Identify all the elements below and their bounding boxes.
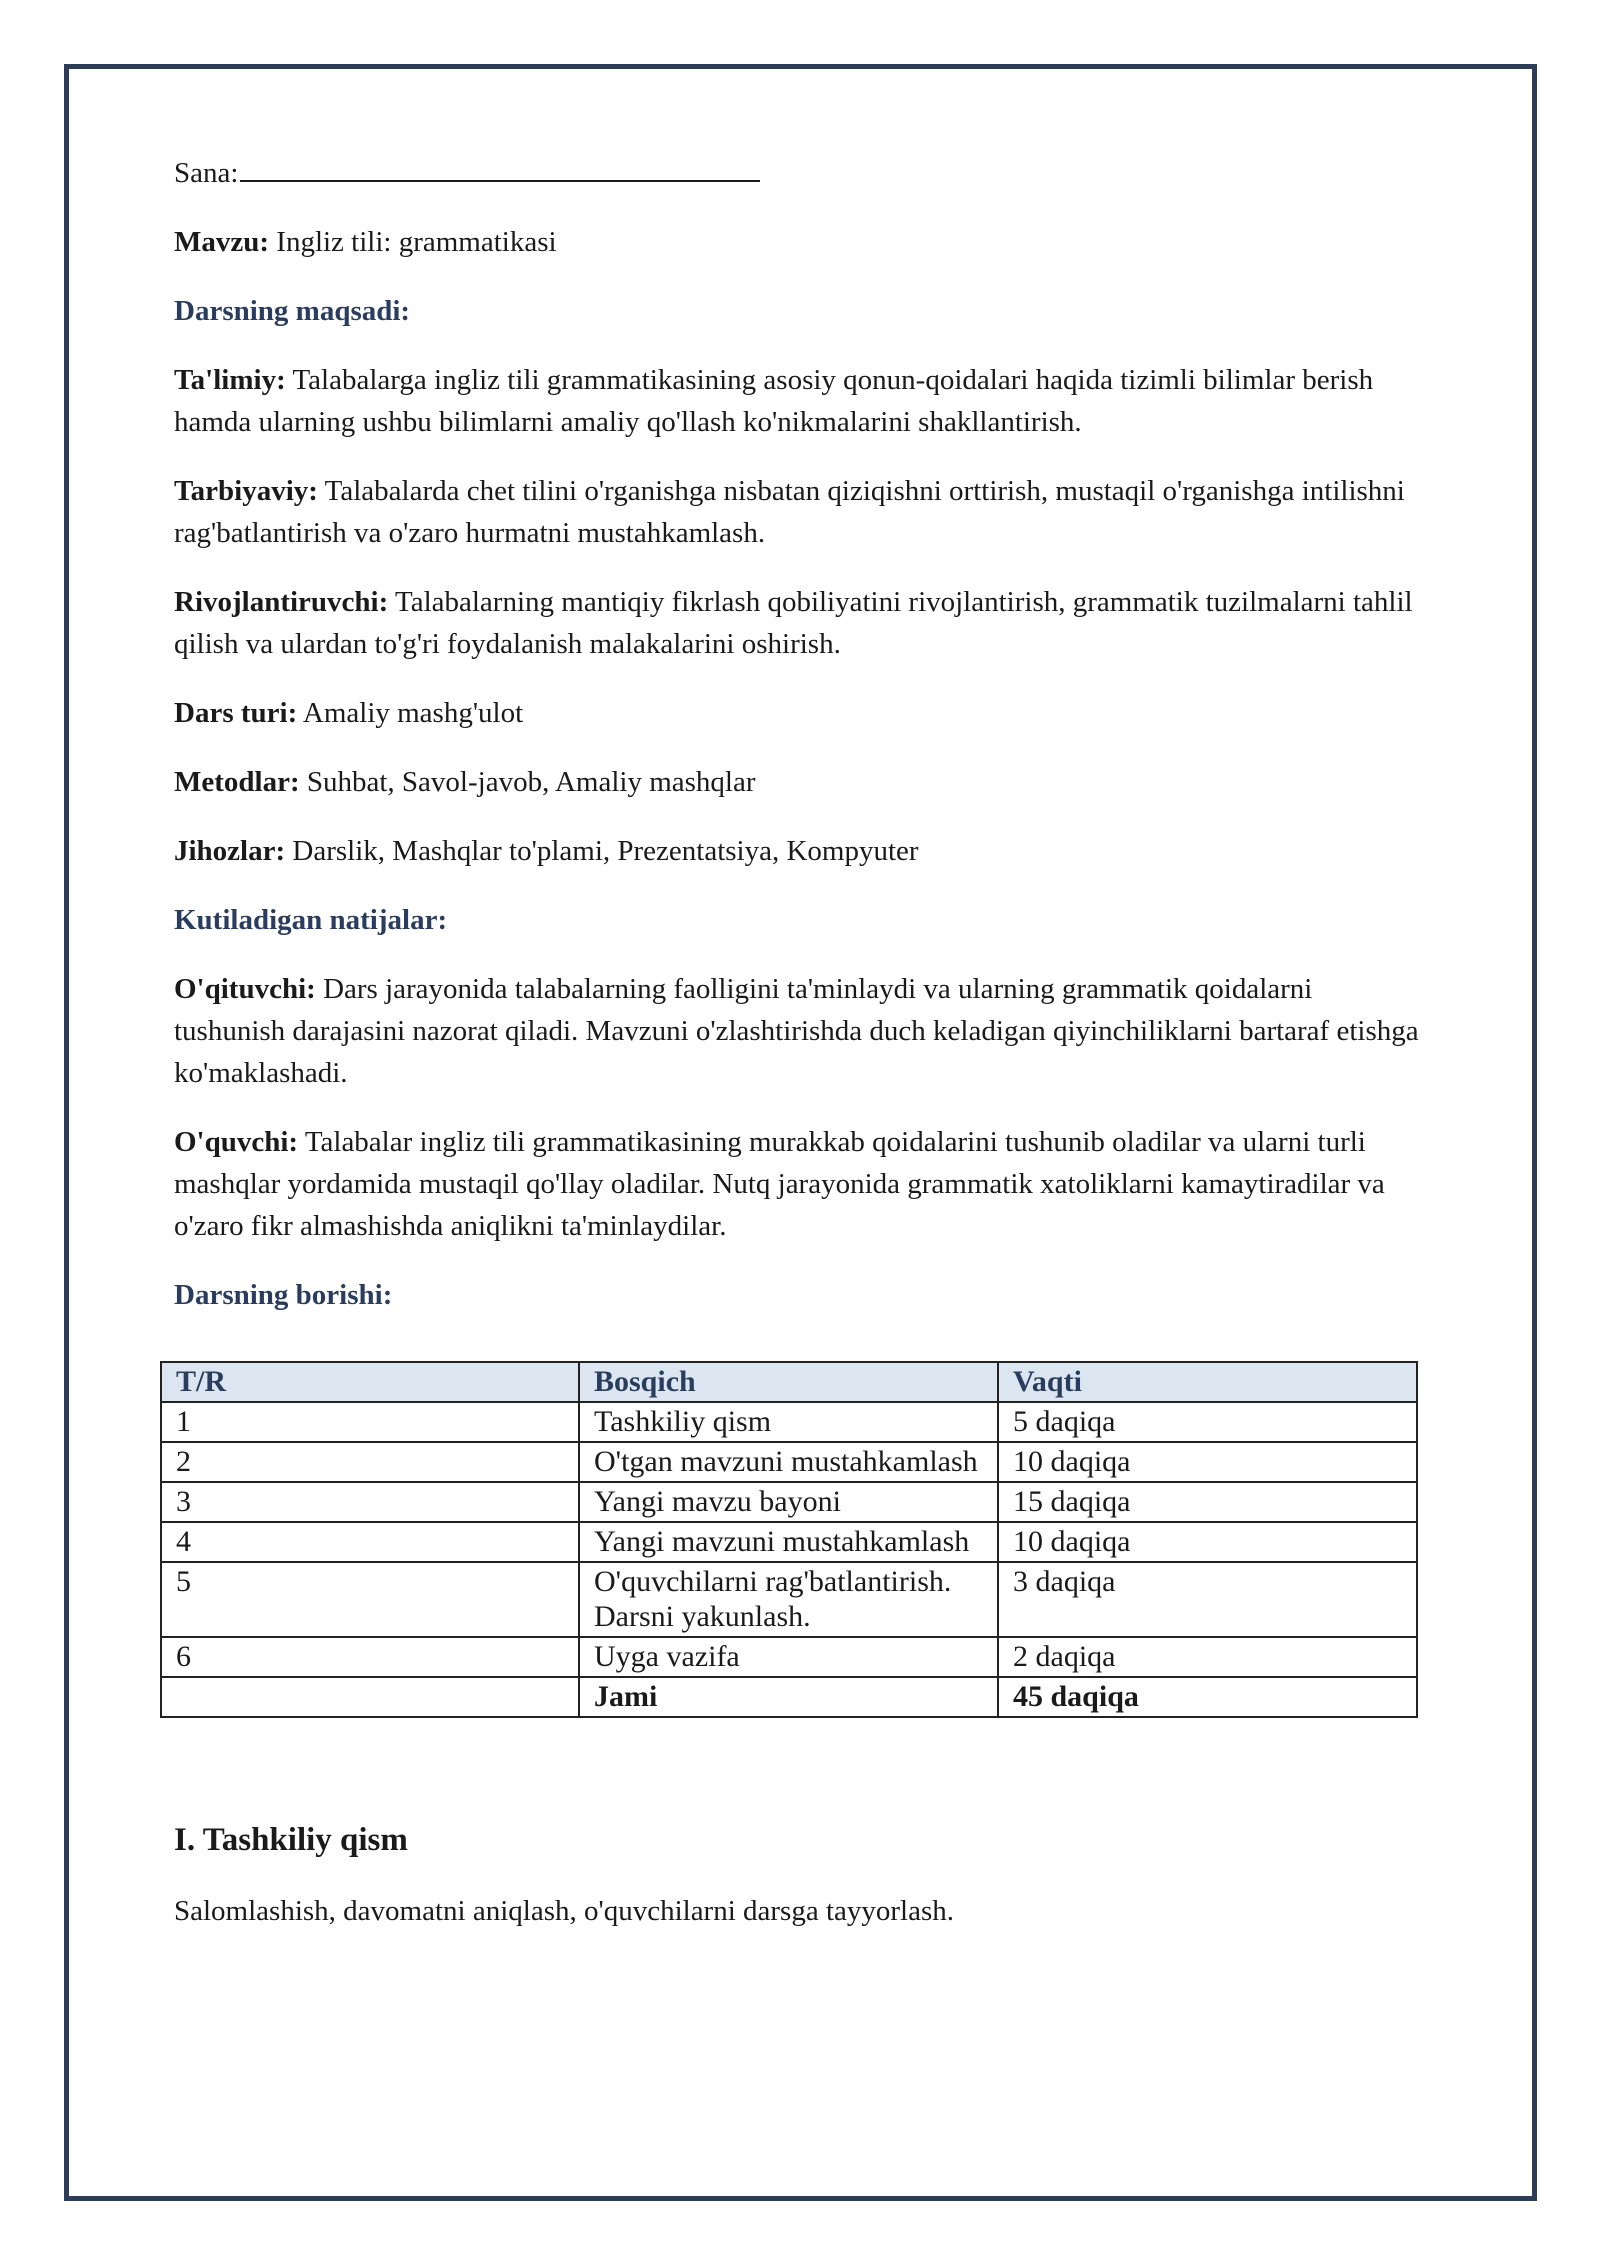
table-row [161,1562,1417,1637]
table-row [161,1522,1417,1562]
row-number-cell: 6 [161,1637,579,1677]
upbringing-goal-text: Talabalarda chet tilini o'rganishga nisbatan qiziqishni orttirish, mustaqil o'rganishga intilishni rag'batlantirish va o'zaro hurmatni mustahkamlash. [174,475,1405,549]
topic-value: Ingliz tili: grammatikasi [269,226,557,258]
row-time-cell: 10 daqiqa [998,1442,1417,1482]
student-result-text: Talabalar ingliz tili grammatikasining murakkab qoidalarini tushunib oladilar va ularni turli mashqlar yordamida mustaqil qo'llay oladilar. Nutq jarayonida grammatik xatoliklarni kamaytiradilar va o'zaro fikr almashishda aniqlikni ta'minlaydilar. [174,1126,1385,1242]
table-header-row [161,1362,1417,1402]
row-number-cell: 3 [161,1482,579,1522]
total-number-cell [161,1677,579,1717]
row-time-cell: 15 daqiqa [998,1482,1417,1522]
topic-label: Mavzu: [174,226,270,258]
teacher-result-label: O'qituvchi: [174,973,316,1005]
row-time-cell: 2 daqiqa [998,1637,1417,1677]
row-number-cell: 2 [161,1442,579,1482]
developmental-goal-label: Rivojlantiruvchi: [174,586,389,618]
date-line [174,150,1424,194]
row-stage-cell: Tashkiliy qism [579,1402,998,1442]
header-cell-stage: Bosqich [579,1362,998,1402]
equipment-label: Jihozlar: [174,835,286,867]
teacher-result-text: Dars jarayonida talabalarning faolligini ta'minlaydi va ularning grammatik qoidalarni tushunish darajasini nazorat qiladi. Mavzuni o'zlashtirishda duch keladigan qiyinchiliklarni bartaraf etishga ko'maklashadi. [174,973,1419,1089]
developmental-goal [174,581,1424,665]
date-blank [240,150,760,182]
methods-value: Suhbat, Savol-javob, Amaliy mashqlar [299,766,756,798]
section-text: Salomlashish, davomatni aniqlash, o'quvchilarni darsga tayyorlash. [174,1895,955,1927]
developmental-goal-text: Talabalarning mantiqiy fikrlash qobiliyatini rivojlantirish, grammatik tuzilmalarni tahlil qilish va ulardan to'g'ri foydalanish malakalarini oshirish. [174,586,1413,660]
table-row [161,1402,1417,1442]
table-total-row [161,1677,1417,1717]
lesson-plan-table [160,1361,1418,1718]
document-body [174,150,1424,1343]
row-stage-cell: O'tgan mavzuni mustahkamlash [579,1442,998,1482]
row-time-cell: 3 daqiqa [998,1562,1417,1637]
total-time-cell: 45 daqiqa [998,1677,1417,1717]
row-number-cell: 5 [161,1562,579,1637]
equipment-value: Darslik, Mashqlar to'plami, Prezentatsiya, Kompyuter [285,835,919,867]
total-label-cell: Jami [579,1677,998,1717]
educational-goal-text: Talabalarga ingliz tili grammatikasining asosiy qonun-qoidalari haqida tizimli bilimlar berish hamda ularning ushbu bilimlarni amaliy qo'llash ko'nikmalarini shakllantirish. [174,364,1374,438]
lesson-flow-heading: Darsning borishi: [174,1279,393,1311]
row-stage-cell: O'quvchilarni rag'batlantirish. Darsni yakunlash. [579,1562,998,1637]
date-label: Sana: [174,157,239,189]
results-heading: Kutiladigan natijalar: [174,904,448,936]
methods-label: Metodlar: [174,766,300,798]
row-time-cell: 10 daqiqa [998,1522,1417,1562]
header-cell-number: T/R [161,1362,579,1402]
teacher-result [174,968,1424,1094]
table-row [161,1442,1417,1482]
student-result-label: O'quvchi: [174,1126,299,1158]
row-number-cell: 4 [161,1522,579,1562]
header-cell-time: Vaqti [998,1362,1417,1402]
methods [174,761,1424,803]
section-heading: I. Tashkiliy qism [174,1822,408,1858]
upbringing-goal-label: Tarbiyaviy: [174,475,318,507]
table-row [161,1637,1417,1677]
row-stage-cell: Yangi mavzuni mustahkamlash [579,1522,998,1562]
goals-heading: Darsning maqsadi: [174,295,411,327]
educational-goal-label: Ta'limiy: [174,364,286,396]
upbringing-goal [174,470,1424,554]
lesson-type [174,692,1424,734]
topic-line [174,221,1424,263]
student-result [174,1121,1424,1247]
table-row [161,1482,1417,1522]
row-time-cell: 5 daqiqa [998,1402,1417,1442]
row-number-cell: 1 [161,1402,579,1442]
equipment [174,830,1424,872]
row-stage-cell: Uyga vazifa [579,1637,998,1677]
lesson-type-label: Dars turi: [174,697,298,729]
row-stage-cell: Yangi mavzu bayoni [579,1482,998,1522]
educational-goal [174,359,1424,443]
lesson-type-value: Amaliy mashg'ulot [297,697,524,729]
